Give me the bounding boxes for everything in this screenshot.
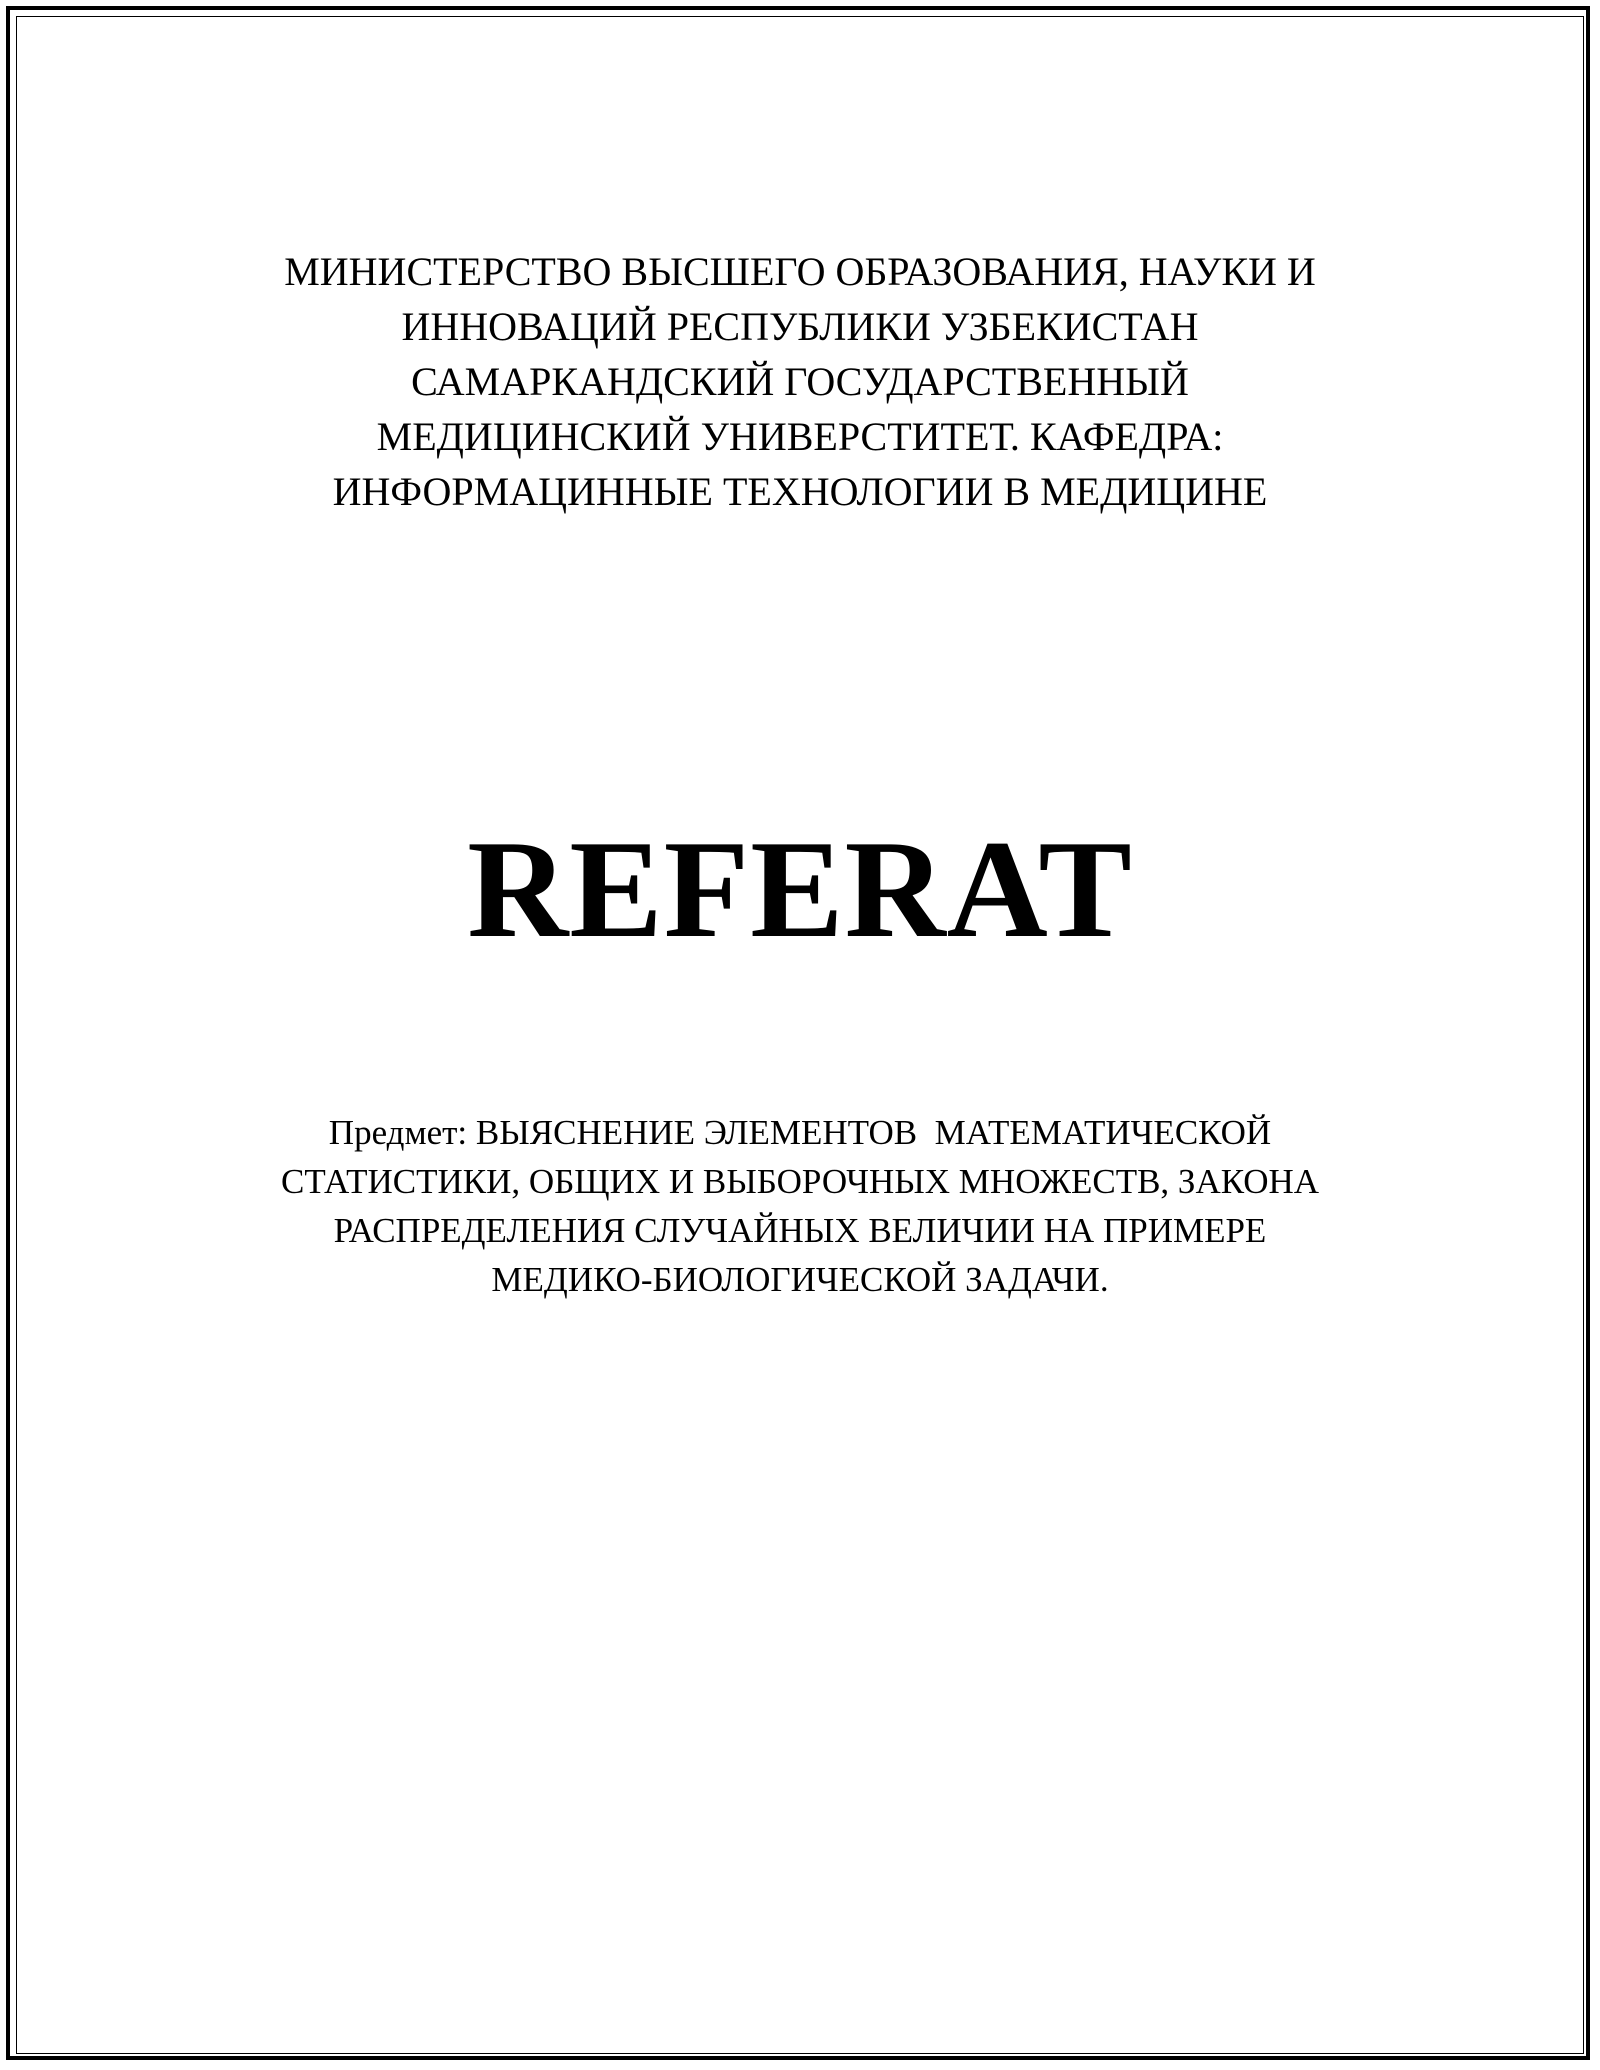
subject-line: СТАТИСТИКИ, ОБЩИХ И ВЫБОРОЧНЫХ МНОЖЕСТВ, ЗАКОНА <box>280 1162 1320 1201</box>
institution-header-line: МЕДИЦИНСКИЙ УНИВЕРСТИТЕТ. КАФЕДРА: <box>376 414 1224 459</box>
subject-block <box>200 1108 1400 1304</box>
institution-header <box>200 244 1400 519</box>
institution-header-line: МИНИСТЕРСТВО ВЫСШЕГО ОБРАЗОВАНИЯ, НАУКИ И <box>284 249 1316 294</box>
institution-header-line: ИННОВАЦИЙ РЕСПУБЛИКИ УЗБЕКИСТАН <box>401 304 1199 349</box>
document-title: REFERAT <box>467 812 1133 967</box>
subject-line: РАСПРЕДЕЛЕНИЯ СЛУЧАЙНЫХ ВЕЛИЧИИ НА ПРИМЕРЕ <box>333 1211 1267 1250</box>
institution-header-line: САМАРКАНДСКИЙ ГОСУДАРСТВЕННЫЙ <box>411 359 1189 404</box>
subject-line: Предмет: ВЫЯСНЕНИЕ ЭЛЕМЕНТОВ МАТЕМАТИЧЕСКОЙ <box>328 1113 1272 1152</box>
subject-line: МЕДИКО-БИОЛОГИЧЕСКОЙ ЗАДАЧИ. <box>491 1260 1109 1299</box>
institution-header-line: ИНФОРМАЦИННЫЕ ТЕХНОЛОГИИ В МЕДИЦИНЕ <box>332 469 1268 514</box>
